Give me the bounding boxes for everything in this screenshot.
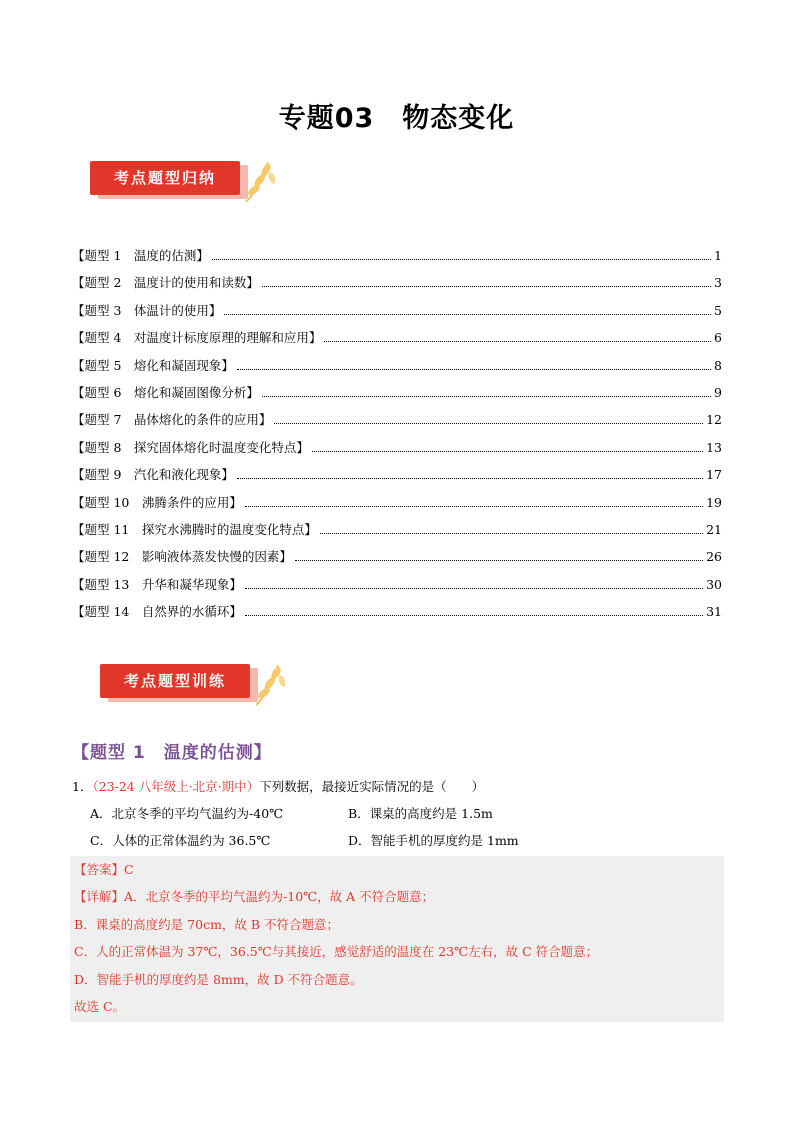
toc-item[interactable]: 【题型 9 汽化和液化现象】 17 (72, 467, 722, 483)
toc-item[interactable]: 【题型 13 升华和凝华现象】 30 (72, 576, 722, 592)
answer-line: B．课桌的高度约是 70cm，故 B 不符合题意； (74, 916, 340, 932)
section-heading: 【题型 1 温度的估测】 (72, 743, 272, 763)
toc-item[interactable]: 【题型 1 温度的估测】 1 (72, 248, 722, 263)
answer-line: C．人的正常体温为 37℃，36.5℃与其接近，感觉舒适的温度在 23℃左右，故 C 符合题意； (74, 944, 599, 960)
answer-block (70, 856, 724, 1022)
question-number: 1． (72, 779, 93, 794)
option-d: D．智能手机的厚度约是 1mm (348, 833, 519, 848)
question-source: （23-24 八年级上·北京·期中） (92, 779, 260, 794)
question-options (72, 800, 722, 854)
question-block (72, 774, 722, 854)
toc-item[interactable]: 【题型 8 探究固体熔化时温度变化特点】 13 (72, 439, 722, 455)
toc-item[interactable]: 【题型 11 探究水沸腾时的温度变化特点】 21 (72, 521, 722, 537)
banner-label: 考点题型归纳 (90, 161, 240, 195)
option-a: A．北京冬季的平均气温约为-40℃ (90, 806, 284, 821)
section-banner-training (100, 659, 290, 709)
page-title: 专题03 物态变化 (278, 103, 515, 134)
wheat-leaf-icon (252, 659, 292, 707)
answer-line: D．智能手机的厚度约是 8mm，故 D 不符合题意。 (74, 971, 363, 987)
toc-item[interactable]: 【题型 3 体温计的使用】 5 (72, 302, 722, 318)
toc-item[interactable]: 【题型 2 温度计的使用和读数】 3 (72, 275, 722, 291)
question-stem (72, 774, 722, 800)
banner-label: 考点题型训练 (100, 664, 250, 698)
answer-line: 故选 C。 (74, 998, 126, 1014)
option-c: C．人体的正常体温约为 36.5℃ (90, 833, 271, 848)
section-banner-summary (90, 156, 280, 206)
toc-item[interactable]: 【题型 5 熔化和凝固现象】 8 (72, 357, 722, 373)
toc-item[interactable]: 【题型 10 沸腾条件的应用】 19 (72, 494, 722, 510)
table-of-contents (72, 246, 722, 629)
question-text: 下列数据，最接近实际情况的是（ ） (259, 779, 485, 794)
toc-item[interactable]: 【题型 4 对温度计标度原理的理解和应用】 6 (72, 330, 722, 346)
answer-line: 【答案】C (74, 862, 134, 877)
toc-item[interactable]: 【题型 12 影响液体蒸发快慢的因素】 26 (72, 549, 722, 565)
wheat-leaf-icon (242, 156, 282, 204)
toc-item[interactable]: 【题型 7 晶体熔化的条件的应用】 12 (72, 412, 722, 428)
toc-item[interactable]: 【题型 6 熔化和凝固图像分析】 9 (72, 384, 722, 400)
toc-item[interactable]: 【题型 14 自然界的水循环】 31 (72, 604, 722, 620)
option-b: B．课桌的高度约是 1.5m (348, 806, 493, 821)
answer-line: 【详解】A．北京冬季的平均气温约为-10℃，故 A 不符合题意； (74, 889, 435, 905)
